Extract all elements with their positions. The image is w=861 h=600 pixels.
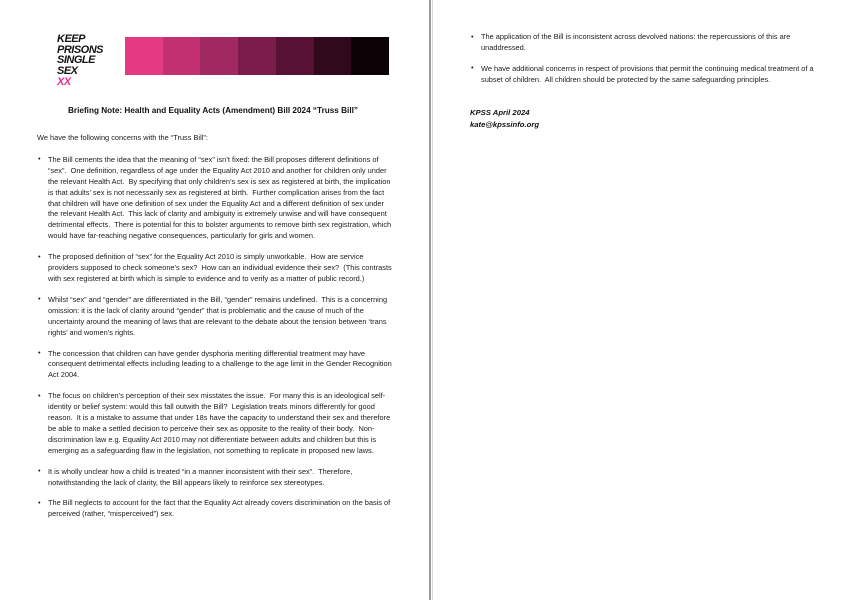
concern-text: We have additional concerns in respect of provisions that permit the continuing medical treatment of a subset of children. All children should be protected by the same safeguarding principles.	[481, 63, 816, 84]
logo-line: PRISONS	[57, 43, 104, 56]
gradient-segment	[351, 37, 389, 75]
right-page-content	[470, 32, 814, 131]
gradient-bar	[125, 37, 389, 75]
concerns-list	[37, 155, 393, 520]
gradient-segment	[276, 37, 314, 75]
concern-item	[37, 467, 393, 489]
concern-item	[470, 64, 814, 86]
page-left	[0, 0, 429, 600]
concern-item	[37, 349, 393, 382]
gradient-segment	[163, 37, 201, 75]
concerns-list-continued	[470, 32, 814, 86]
concern-text: The focus on children’s perception of their sex misstates the issue. For many this is an ideological self-identity or belief system: would this fall outwith the Bill? Legislation treats minors differently for good reason. It is a mistake to assume that under 18s have the capacity to understand their sex and therefore be able to make a settled decision to perceive their sex as opposite to the reality of their body. Non-discrimination law e.g. Equality Act 2010 may not differentiate between adults and children but this is emerging as a safeguarding flaw in the legislation, not something to replicate in proposed new laws.	[48, 391, 393, 455]
concern-item	[470, 32, 814, 54]
footer-email: kate@kpssinfo.org	[470, 119, 540, 129]
document-title: Briefing Note: Health and Equality Acts (Amendment) Bill 2024 “Truss Bill”	[68, 106, 358, 115]
footer-org-date: KPSS April 2024	[470, 107, 530, 117]
concern-item	[37, 252, 393, 285]
concern-text: The proposed definition of “sex” for the Equality Act 2010 is simply unworkable. How are service providers supposed to check someone’s sex? How can an individual evidence their sex? (This contrasts with sex registered at birth which is simple to evidence and to verify as a matter of public record.)	[48, 252, 394, 283]
gradient-segment	[125, 37, 163, 75]
concern-item	[37, 391, 393, 456]
kpss-logo	[57, 34, 103, 88]
left-page-content	[37, 133, 393, 520]
gradient-segment	[200, 37, 238, 75]
concern-text: The application of the Bill is inconsistent across devolved nations: the repercussions of this are unaddressed.	[481, 32, 793, 52]
logo-line: SINGLE	[57, 54, 95, 67]
logo-xx: XX	[57, 75, 71, 88]
concern-item	[37, 295, 393, 339]
logo-line: SEX	[57, 65, 78, 78]
gradient-segment	[314, 37, 352, 75]
intro-text: We have the following concerns with the “Truss Bill”:	[37, 133, 208, 142]
concern-item	[37, 155, 393, 242]
concern-text: Whilst “sex” and “gender” are differentiated in the Bill, “gender” remains undefined. This is a concerning omission: it is the lack of clarity around “gender” that is problematic and the cause of much of the uncertainty around the meaning of laws that are relevant to the debate about the tension between ‘trans rights’ and women’s rights.	[48, 294, 390, 337]
concern-text: The Bill neglects to account for the fact that the Equality Act already covers discrimination on the basis of perceived (rather, “misperceived”) sex.	[48, 498, 393, 519]
signature-block	[470, 107, 814, 131]
concern-item	[37, 498, 393, 520]
concern-text: The Bill cements the idea that the meaning of “sex” isn’t fixed: the Bill proposes different definitions of “sex”. One definition, regardless of age under the Equality Act 2010 and another for children only under the relevant Health Act. By specifying that only children’s sex is sex as registered at birth, the implication is that adults’ sex is not necessarily sex as registered at birth. Further complication arises from the fact that children will have one definition of sex under the Equality Act and a different definition of sex under the relevant Health Act. This lack of clarity and ambiguity is extremely unwise and will have consequent detrimental effects. There is potential for this to bolster arguments to remove birth sex registration, which would have far-reaching negative consequences, particularly for girls and women.	[48, 154, 394, 241]
gradient-segment	[238, 37, 276, 75]
logo-line: KEEP	[57, 33, 85, 45]
page-right	[433, 0, 861, 600]
concern-text: It is wholly unclear how a child is treated “in a manner inconsistent with their sex”. Therefore, notwithstanding the lack of clarity, the Bill appears likely to reinforce sex stereotypes.	[48, 466, 355, 487]
concern-text: The concession that children can have gender dysphoria meriting differential treatment may have consequent detrimental effects including leading to a challenge to the age limit in the Gender Recognition Act 2004.	[48, 348, 394, 380]
